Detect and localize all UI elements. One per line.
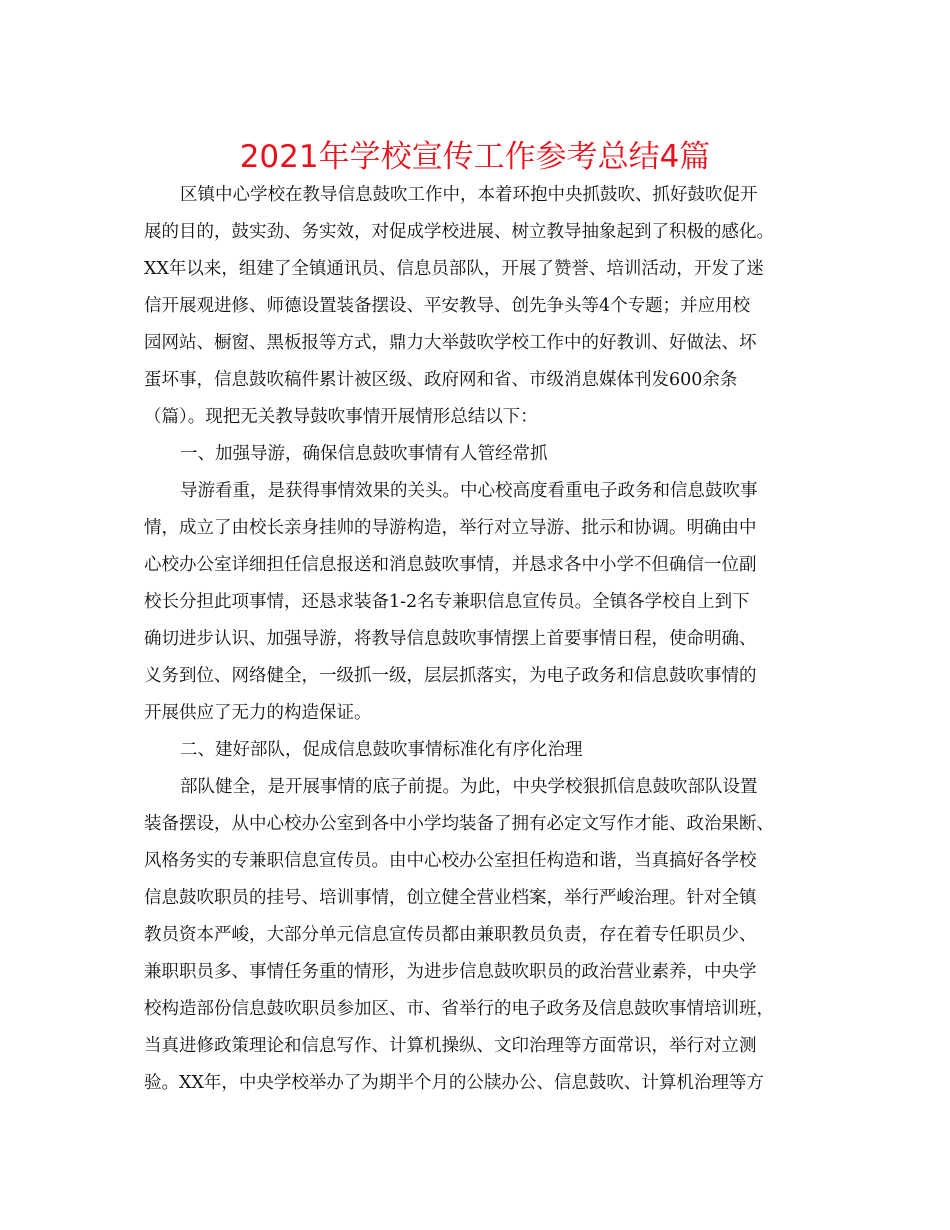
paragraph-line: 信开展观进修、师德设置装备摆设、平安教导、创先争头等4个专题；并应用校 [144, 296, 751, 316]
paragraph-line: 园网站、橱窗、黑板报等方式，鼎力大举鼓吹学校工作中的好教训、好做法、坏 [144, 333, 757, 353]
paragraph-line: 展的目的，鼓实劲、务实效，对促成学校进展、树立教导抽象起到了积极的感化。 [144, 222, 774, 242]
paragraph-line: 兼职职员多、事情任务重的情形，为进步信息鼓吹职员的政治营业素养，中央学 [144, 962, 757, 982]
section-heading: 二、建好部队，促成信息鼓吹事情标准化有序化治理 [180, 740, 583, 760]
paragraph-line: 信息鼓吹职员的挂号、培训事情，创立健全营业档案，举行严峻治理。针对全镇 [144, 888, 757, 908]
paragraph-line: 教员资本严峻，大部分单元信息宣传员都由兼职教员负责，存在着专任职员少、 [144, 925, 757, 945]
paragraph-line: 蛋坏事，信息鼓吹稿件累计被区级、政府网和省、市级消息媒体刊发600余条 [144, 370, 738, 390]
paragraph-line: 区镇中心学校在教导信息鼓吹工作中，本着环抱中央抓鼓吹、抓好鼓吹促开 [180, 185, 758, 205]
paragraph-line: 验。XX年，中央学校举办了为期半个月的公牍办公、信息鼓吹、计算机治理等方 [144, 1073, 764, 1093]
paragraph-line: 导游看重，是获得事情效果的关头。中心校高度看重电子政务和信息鼓吹事 [180, 481, 758, 501]
paragraph-line: XX年以来，组建了全镇通讯员、信息员部队，开展了赞誉、培训活动，开发了迷 [144, 259, 764, 279]
paragraph-line: 部队健全，是开展事情的底子前提。为此，中央学校狠抓信息鼓吹部队设置 [180, 777, 758, 797]
paragraph-line: 义务到位、网络健全，一级抓一级，层层抓落实，为电子政务和信息鼓吹事情的 [144, 666, 757, 686]
paragraph-line: 装备摆设，从中心校办公室到各中小学均装备了拥有必定文写作才能、政治果断、 [144, 814, 774, 834]
document-title: 2021年学校宣传工作参考总结4篇 [239, 139, 711, 175]
paragraph-line: 当真进修政策理论和信息写作、计算机操纵、文印治理等方面常识，举行对立测 [144, 1036, 757, 1056]
paragraph-line: 确切进步认识、加强导游，将教导信息鼓吹事情摆上首要事情日程，使命明确、 [144, 629, 757, 649]
paragraph-line: 开展供应了无力的构造保证。 [144, 703, 372, 723]
paragraph-line: 心校办公室详细担任信息报送和消息鼓吹事情，并恳求各中小学不但确信一位副 [144, 555, 757, 575]
paragraph-line: 情，成立了由校长亲身挂帅的导游构造，举行对立导游、批示和协调。明确由中 [144, 518, 757, 538]
paragraph-line: 校长分担此项事情，还恳求装备1-2名专兼职信息宣传员。全镇各学校自上到下 [144, 592, 750, 612]
paragraph-line: （篇）。现把无关教导鼓吹事情开展情形总结以下： [144, 407, 538, 427]
section-heading: 一、加强导游，确保信息鼓吹事情有人管经常抓 [180, 444, 548, 464]
paragraph-line: 校构造部份信息鼓吹职员参加区、市、省举行的电子政务及信息鼓吹事情培训班， [144, 999, 774, 1019]
paragraph-line: 风格务实的专兼职信息宣传员。由中心校办公室担任构造和谐，当真搞好各学校 [144, 851, 757, 871]
